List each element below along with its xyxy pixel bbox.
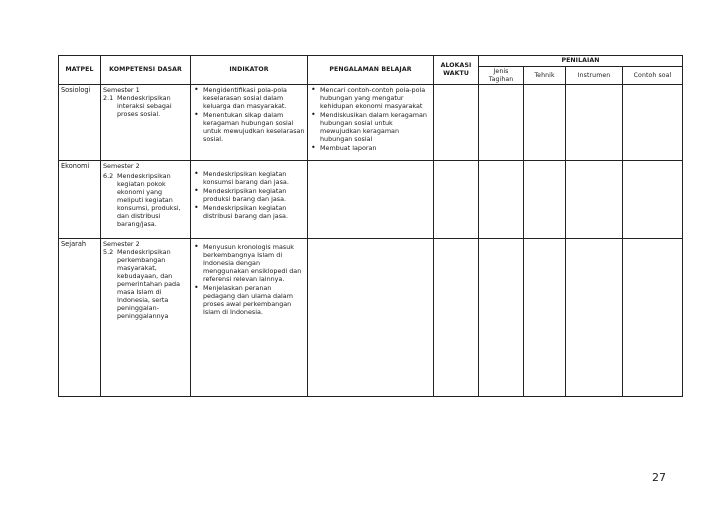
jenis-cell: [479, 239, 524, 397]
syllabus-table: [58, 55, 683, 397]
indikator-cell: [191, 239, 308, 397]
mapel-cell: Sejarah: [59, 239, 101, 397]
indikator-item: • Menyusun kronologis masuk berkembangnya Islam di Indonesia dengan menggunakan ensiklopedi dan referensi relevan lainnya.: [193, 243, 305, 283]
kd-cell: [101, 85, 191, 161]
contoh-cell: [623, 239, 683, 397]
header-instrumen: Instrumen: [566, 66, 623, 85]
header-contoh-soal: Contoh soal: [623, 66, 683, 85]
table-row: [59, 161, 683, 239]
page-number: 27: [652, 471, 666, 484]
pengalaman-cell: [308, 85, 434, 161]
header-mapel: MATPEL: [59, 56, 101, 85]
indikator-cell: [191, 161, 308, 239]
indikator-item: • Mendeskripsikan kegiatan produksi barang dan jasa.: [193, 187, 305, 203]
pengalaman-cell: [308, 161, 434, 239]
kd-text: Mendeskripsikan interaksi sebagai proses sosial.: [117, 94, 172, 119]
teknik-cell: [524, 161, 566, 239]
kd-number: 6.2: [103, 172, 114, 181]
semester-label: Semester 1: [103, 86, 140, 95]
header-indikator: INDIKATOR: [191, 56, 308, 85]
indikator-cell: [191, 85, 308, 161]
indikator-item: • Mendeskripsikan kegiatan distribusi barang dan jasa.: [193, 204, 305, 220]
jenis-cell: [479, 161, 524, 239]
teknik-cell: [524, 239, 566, 397]
mapel-cell: Sosiologi: [59, 85, 101, 161]
kd-number: 5.2: [103, 248, 114, 257]
alokasi-cell: [434, 85, 479, 161]
mapel-cell: Ekonomi: [59, 161, 101, 239]
alokasi-cell: [434, 239, 479, 397]
instrumen-cell: [566, 239, 623, 397]
header-penilaian: PENILAIAN: [479, 56, 683, 67]
indikator-item: • Menentukan sikap dalam keragaman hubungan sosial untuk mewujudkan keselarasan sosial.: [193, 111, 305, 143]
pengalaman-item: • Mencari contoh-contoh pola-pola hubungan yang mengatur kehidupan ekonomi masyarakat: [310, 86, 431, 110]
semester-label: Semester 2: [103, 162, 140, 171]
semester-label: Semester 2: [103, 240, 140, 249]
jenis-cell: [479, 85, 524, 161]
pengalaman-cell: [308, 239, 434, 397]
kd-text: Mendeskripsikan kegiatan pokok ekonomi yang meliputi kegiatan konsumsi, produksi, dan distribusi barang/jasa.: [117, 172, 181, 229]
header-jenis-tagihan: Jenis Tagihan: [479, 66, 524, 85]
contoh-cell: [623, 85, 683, 161]
kd-number: 2.1: [103, 94, 114, 103]
teknik-cell: [524, 85, 566, 161]
header-alokasi-waktu: ALOKASI WAKTU: [434, 56, 479, 85]
pengalaman-item: • Mendiskusikan dalam keragaman hubungan sosial untuk mewujudkan keragaman hubungan sosial: [310, 111, 431, 143]
alokasi-cell: [434, 161, 479, 239]
header-pengalaman-belajar: PENGALAMAN BELAJAR: [308, 56, 434, 85]
indikator-item: • Mendeskripsikan kegiatan konsumsi barang dan jasa.: [193, 170, 305, 186]
instrumen-cell: [566, 85, 623, 161]
kd-cell: [101, 239, 191, 397]
kd-text: Mendeskripsikan perkembangan masyarakat, kebudayaan, dan pemerintahan pada masa Islam di Indonesia, serta peninggalan-peninggalannya: [117, 248, 181, 321]
header-teknik: Tehnik: [524, 66, 566, 85]
table-row: [59, 239, 683, 397]
contoh-cell: [623, 161, 683, 239]
kd-cell: [101, 161, 191, 239]
indikator-item: • Mengidentifikasi pola-pola keselarasan sosial dalam keluarga dan masyarakat.: [193, 86, 305, 110]
header-kompetensi-dasar: KOMPETENSI DASAR: [101, 56, 191, 85]
table-row: [59, 85, 683, 161]
instrumen-cell: [566, 161, 623, 239]
pengalaman-item: • Membuat laporan: [310, 144, 431, 152]
indikator-item: • Menjelaskan peranan pedagang dan ulama dalam proses awal perkembangan Islam di Indonesia.: [193, 284, 305, 316]
